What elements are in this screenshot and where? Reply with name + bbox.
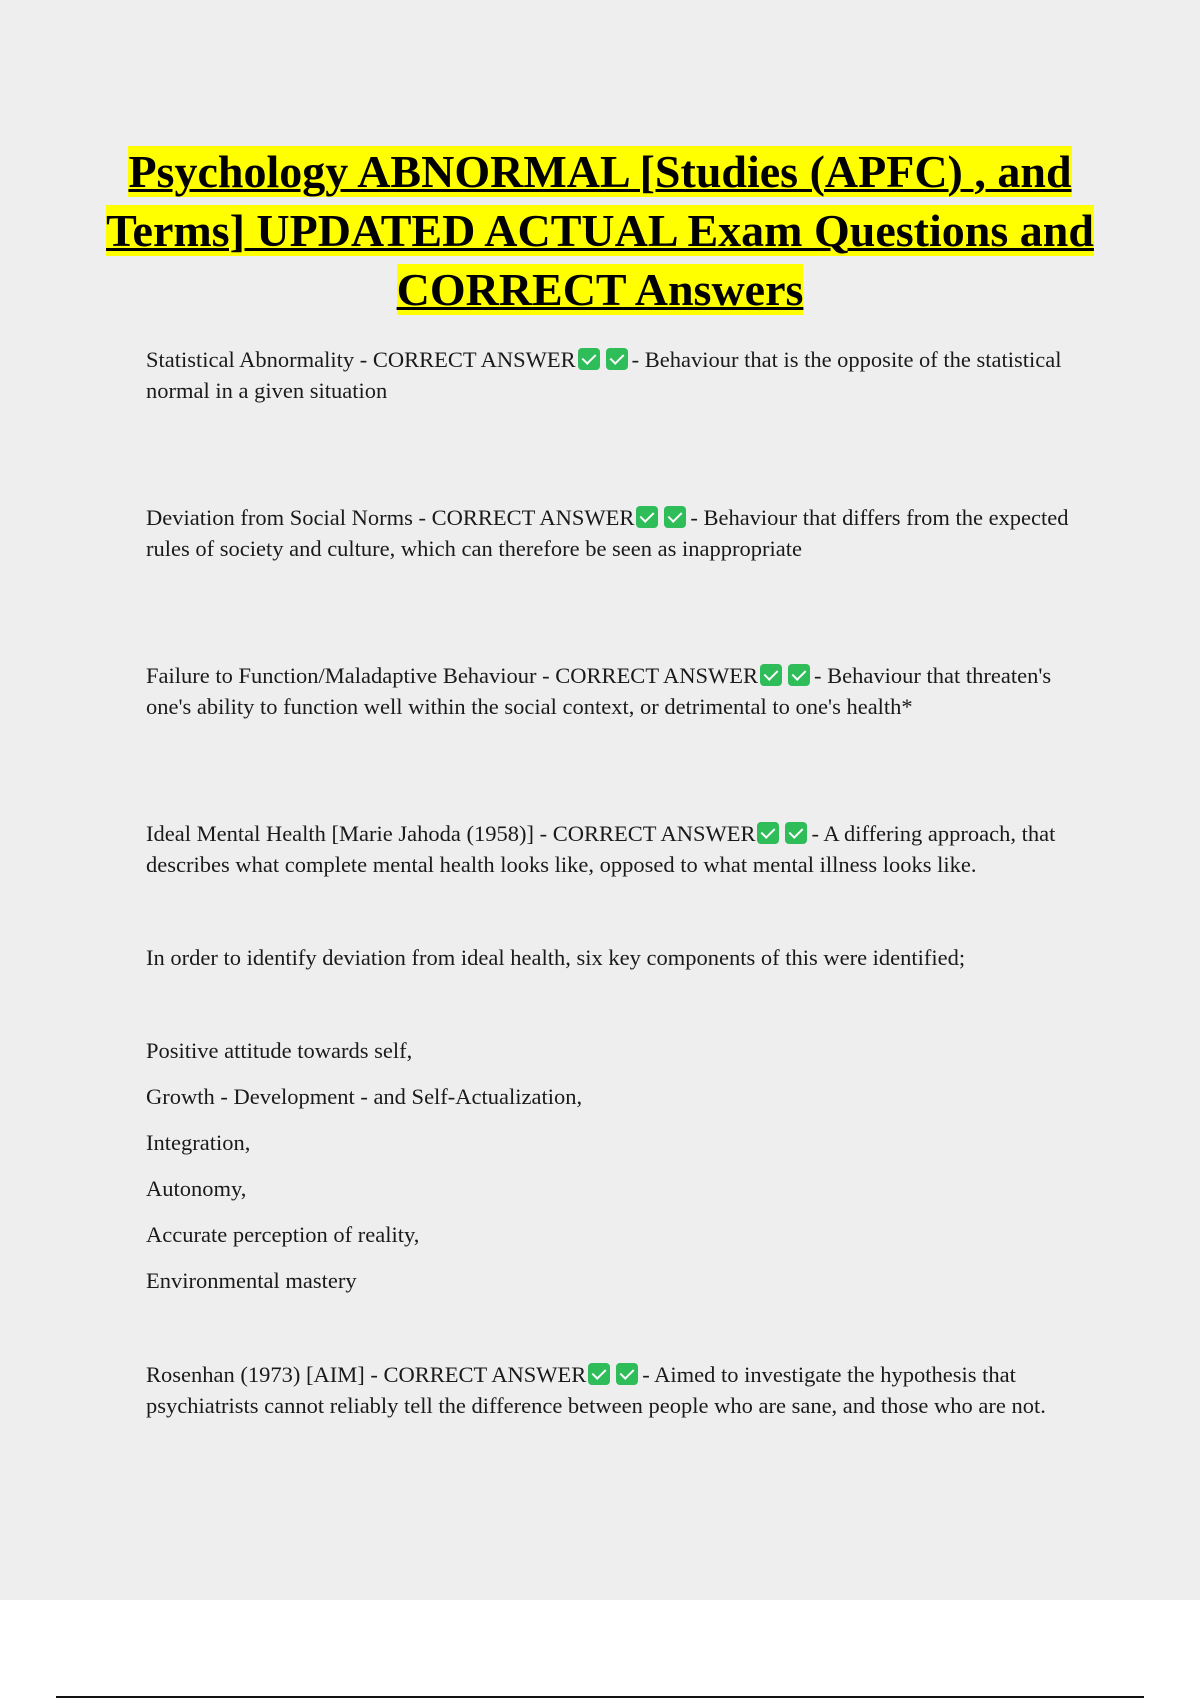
list-item: Integration,: [146, 1130, 251, 1155]
entry-term: Rosenhan (1973) [AIM] -: [146, 1362, 384, 1387]
list-item: Growth - Development - and Self-Actualization,: [146, 1084, 583, 1109]
spacer: [146, 406, 1092, 502]
green-checkbox-icon: [588, 1363, 610, 1385]
answer-marker: CORRECT ANSWER: [383, 1362, 587, 1387]
entry-term: Ideal Mental Health [Marie Jahoda (1958)] -: [146, 821, 553, 846]
document-title: [100, 142, 1100, 319]
green-checkbox-icon: [788, 664, 810, 686]
entry-term: Deviation from Social Norms -: [146, 505, 432, 530]
answer-marker: CORRECT ANSWER: [372, 347, 576, 372]
spacer: [146, 880, 1092, 942]
entry-definition: - Behaviour that threaten's one's ability to function well within the social context, or detrimental to one's health*: [146, 663, 1052, 719]
green-checkbox-icon: [636, 506, 658, 528]
spacer: [146, 1311, 1092, 1359]
green-checkbox-icon: [578, 348, 600, 370]
entry-term: Failure to Function/Maladaptive Behaviour -: [146, 663, 556, 688]
list-item: Autonomy,: [146, 1176, 247, 1201]
qa-entry-statistical-abnormality: [146, 344, 1092, 406]
green-checkbox-icon: [757, 822, 779, 844]
qa-entry-rosenhan: [146, 1359, 1092, 1421]
document-body: [146, 344, 1092, 1421]
entry-definition: - Behaviour that differs from the expected rules of society and culture, which can therefore be seen as inappropriate: [146, 505, 1069, 561]
spacer: [146, 564, 1092, 660]
entry-definition: - Aimed to investigate the hypothesis that psychiatrists cannot reliably tell the difference between people who are sane, and those who are not.: [146, 1362, 1046, 1418]
answer-marker: CORRECT ANSWER: [552, 821, 756, 846]
green-checkbox-icon: [616, 1363, 638, 1385]
green-checkbox-icon: [760, 664, 782, 686]
answer-marker: CORRECT ANSWER: [555, 663, 759, 688]
spacer: [146, 973, 1092, 1035]
list-item: Positive attitude towards self,: [146, 1038, 413, 1063]
page-divider: [56, 1696, 1144, 1698]
qa-entry-deviation-social-norms: [146, 502, 1092, 564]
entry-term: Statistical Abnormality -: [146, 347, 373, 372]
green-checkbox-icon: [606, 348, 628, 370]
components-list: [146, 1035, 1092, 1296]
green-checkbox-icon: [785, 822, 807, 844]
entry-definition: - Behaviour that is the opposite of the statistical normal in a given situation: [146, 347, 1062, 403]
qa-entry-ideal-mental-health: [146, 818, 1092, 880]
qa-entry-failure-to-function: [146, 660, 1092, 722]
answer-marker: CORRECT ANSWER: [431, 505, 635, 530]
title-highlight: Psychology ABNORMAL [Studies (APFC) , and Terms] UPDATED ACTUAL Exam Questions and CORRECT Answers: [106, 146, 1094, 315]
spacer: [146, 722, 1092, 818]
list-item: Accurate perception of reality,: [146, 1222, 420, 1247]
entry-definition: - A differing approach, that describes what complete mental health looks like, opposed to what mental illness looks like.: [146, 821, 1056, 877]
list-item: Environmental mastery: [146, 1268, 357, 1293]
green-checkbox-icon: [664, 506, 686, 528]
intro-line: In order to identify deviation from ideal health, six key components of this were identified;: [146, 945, 966, 970]
